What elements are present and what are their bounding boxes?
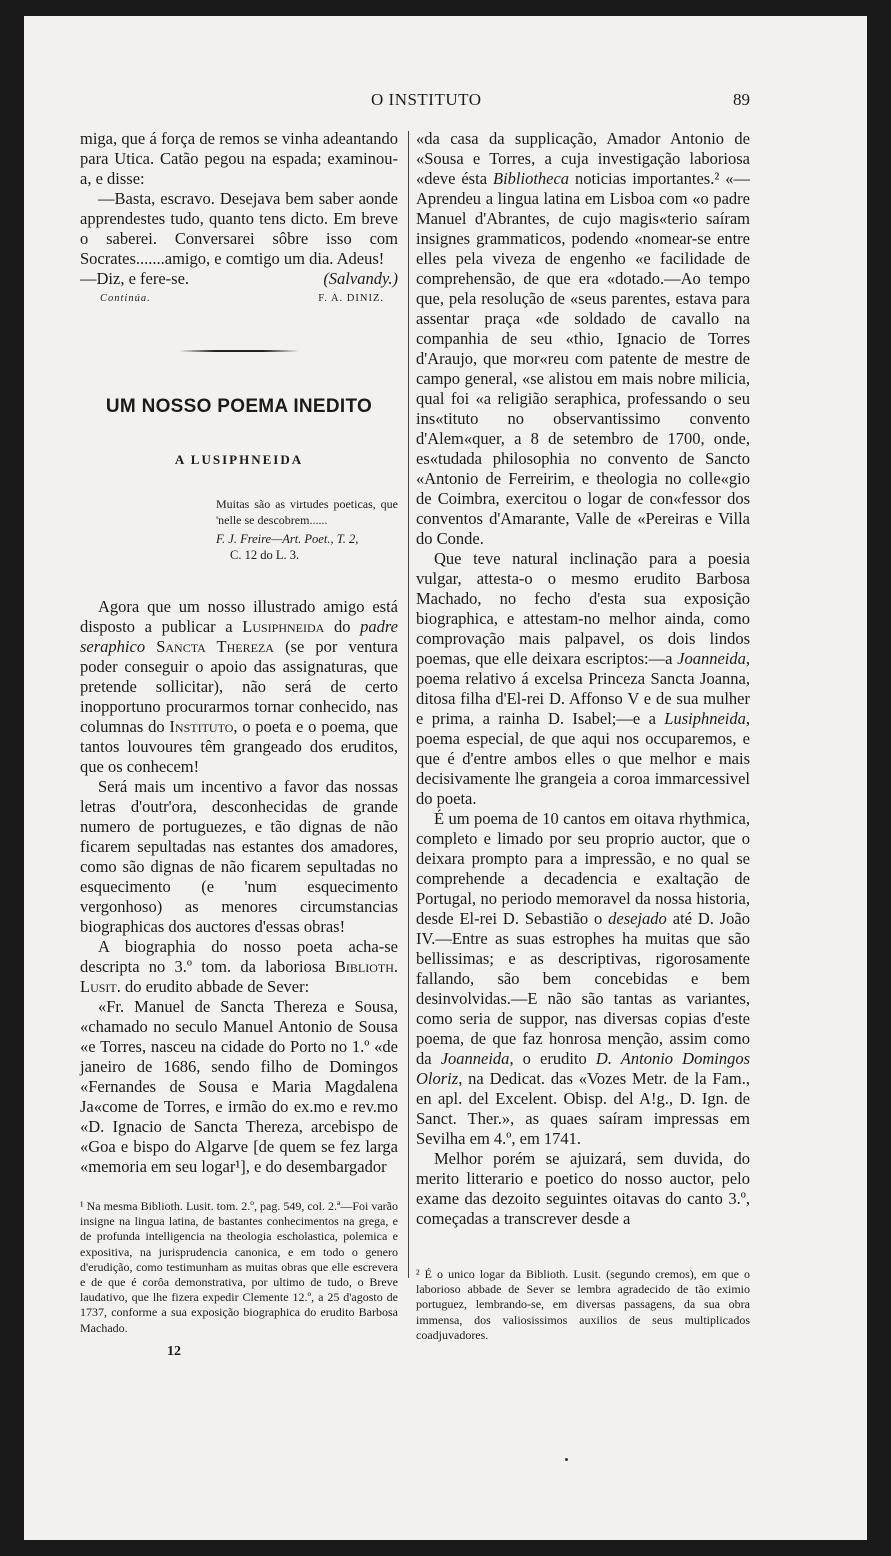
article-subheading: A LUSIPHNEIDA — [174, 452, 304, 467]
text-run-italic: desejado — [608, 909, 667, 928]
text-run-italic: Bibliotheca — [492, 169, 570, 188]
text-run-smallcaps: Lusiphneida — [242, 617, 325, 636]
epigraph-source-2: C. 12 do L. 3. — [230, 548, 300, 562]
article-continuation: miga, que á força de remos se vinha adeantando para Utica. Catão pegou na espada; examinou-a, e disse: — [80, 129, 398, 188]
text-run — [145, 637, 156, 656]
page-number: 89 — [733, 90, 750, 109]
text-run: noticias importantes.² «—Aprendeu a lingua latina em Lisboa com «o padre Manuel d'Abrantes, de cujo magis«terio saíram insignes grammaticos, podendo «nomear-se entre elles pela viveza de engenho «e facilidade de comprehensão, de que era «dotado.—Ao tempo que, pela resolução de «seus parentes, estava para assentar praça «de soldado de cavallo na companhia de seu «thio, Ignacio de Torres d'Araujo, que mor«reu com patente de mestre de campo general, «se alistou em mais nobre milicia, qual foi «a religião seraphica, professando o seu ins«tituto no observantissimo convento d'Alem«quer, a 8 de setembro de 1700, onde, es«tudada philosophia no convento de Sancto «Antonio de Ferreirim, e theologia no colle«gio de Coimbra, exercitou o logar de con«fessor dos conventos d'Amarante, Valle de «Pereiras e Villa do Conde. — [416, 169, 750, 548]
text-run: (se por ventura poder conseguir o apoio das assignaturas, que pretende sollicitar), não será de certo inopportuno procurarmos tornar conhecido, nas columnas do — [80, 637, 398, 736]
article-heading: UM NOSSO POEMA INEDITO — [105, 396, 373, 417]
ornamental-rule — [179, 350, 299, 352]
text-run-italic: Lusiphneida — [664, 709, 746, 728]
text-run-smallcaps: Biblioth. Lusit. — [80, 957, 398, 996]
text-run-smallcaps: Sancta Thereza — [156, 637, 274, 656]
sheet-signature-mark: 12 — [167, 1343, 181, 1359]
continua-label: Continúa. — [100, 293, 151, 304]
biography-quote-continued — [416, 129, 750, 549]
text-run: Que teve natural inclinação para a poesia vulgar, attesta-o o mesmo erudito Barbosa Machado, no fecho d'esta sua exposição biographica, e attestam-no melhor ainda, como comprovação mais palpavel, os dois lindos poemas, que elle deixara escriptos:—a — [416, 549, 750, 668]
text-run: , o poeta e o poema, que tantos louvoures têm grangeado dos eruditos, que os conhecem! — [80, 717, 398, 776]
text-run: , o erudito — [509, 1049, 596, 1068]
text-run-italic: Joanneida — [677, 649, 746, 668]
text-run: do erudito abbade de Sever: — [120, 977, 310, 996]
text-run: , poema relativo á excelsa Princeza Sancta Joanna, ditosa filha d'El-rei D. Affonso V e de sua mulher e prima, a rainha D. Isabel;—e a — [416, 649, 750, 728]
paragraph-4 — [416, 549, 750, 809]
text-run-italic: Joanneida — [440, 1049, 510, 1068]
author-signature: F. A. DINIZ. — [318, 293, 384, 304]
journal-title: O INSTITUTO — [371, 90, 482, 109]
column-divider — [408, 131, 409, 1278]
paragraph-1 — [80, 597, 398, 777]
paragraph-3 — [80, 937, 398, 997]
text-run: do — [324, 617, 361, 636]
running-header — [24, 90, 867, 114]
text-run: A biographia do nosso poeta acha-se descripta no 3.º tom. da laboriosa — [80, 937, 398, 976]
print-speck — [565, 1458, 568, 1461]
text-run: , poema especial, de que aqui nos occuparemos, e que é d'entre ambos elles o que melhor e mais decisivamente lhe grangeia a coroa immarcessivel do poeta. — [416, 709, 750, 808]
paragraph-5 — [416, 809, 750, 1149]
left-column — [80, 129, 398, 1360]
paragraph-6: Melhor porém se ajuizará, sem duvida, do merito litterario e poetico do nosso auctor, pelo exame das dezoito seguintes oitavas do canto 3.º, começadas a transcrever desde a — [416, 1149, 750, 1228]
text-run: Agora que um nosso illustrado amigo está disposto a publicar a — [80, 597, 398, 636]
footnote-1: ¹ Na mesma Biblioth. Lusit. tom. 2.º, pag. 549, col. 2.ª—Foi varão insigne na lingua latina, de bastantes conhecimentos na grega, e de profunda intelligencia na theologia escholastica, polemica e expositiva, na jurisprudencia canonica, e em todo o genero d'erudição, como testimunham as muitas obras que elle escrevera e de que é corôa demonstrativa, por ultimo de tudo, o Breve laudativo, que lhe fizera expedir Clemente 12.º, a 25 d'agosto de 1737, conforme a sua exposição biographica do erudito Barbosa Machado. — [80, 1199, 398, 1335]
closing-line — [80, 269, 398, 289]
closing-text: —Diz, e fere-se. — [80, 269, 190, 288]
journal-page — [24, 16, 867, 1540]
signature-line — [80, 293, 398, 304]
text-run: até D. João IV.—Entre as suas estrophes ha muitas que são bellissimas; e as descriptivas, rigorosamente fallando, são bem concebidas e bem desinvolvidas.—E não são tantas as variantes, como seria de suppor, nas diversas copias d'este poema, de que faz honrosa menção, assim como da — [416, 909, 750, 1068]
paragraph-2: Será mais um incentivo a favor das nossas letras d'outr'ora, desconhecidas de grande numero de portuguezes, e tão dignas de não ficarem sepultadas nas estantes dos amadores, como são dignas de não ficarem sepultadas no esquecimento (e 'num esquecimento vergonhoso) as menores circumstancias biographicas dos auctores d'essas obras! — [80, 777, 398, 936]
epigraph — [216, 496, 398, 563]
text-run-smallcaps: Instituto — [169, 717, 234, 736]
attribution: (Salvandy.) — [323, 269, 398, 288]
text-run: «da casa da supplicação, Amador Antonio de «Sousa e Torres, a cuja investigação laboriosa «deve ésta — [416, 129, 750, 188]
text-run: , na Dedicat. das «Vozes Metr. de la Fam., en apl. del Excelent. Obisp. del A!g., D. Ign. de Sanct. Ther.», as quaes saíram impressas em Sevilha em 4.º, em 1741. — [416, 1069, 750, 1148]
footnote-2: ² É o unico logar da Biblioth. Lusit. (segundo cremos), em que o laborioso abbade de Sever se lembra agradecido de tão eximio portuguez, lembrando-se, em diversas passagens, da sua obra immensa, dos valiosissimos auxilios de seus multiplicados coadjuvadores. — [416, 1267, 750, 1342]
text-run-italic: D. Antonio Domingos Oloriz — [416, 1049, 750, 1088]
text-run: É um poema de 10 cantos em oitava rhythmica, completo e limado por seu proprio auctor, que o deixara prompto para a impressão, e no qual se comprehende a decadencia e exaltação de Portugal, no periodo memoravel da nossa historia, desde El-rei D. Sebastião o — [416, 809, 750, 928]
dialogue-paragraph: —Basta, escravo. Desejava bem saber aonde apprendestes tudo, quanto tens dicto. Em breve o saberei. Conversarei sôbre isso com Socrates.......amigo, e comtigo um dia. Adeus! — [80, 189, 398, 268]
epigraph-source: F. J. Freire—Art. Poet., T. 2, — [216, 532, 359, 546]
right-column — [416, 129, 750, 1343]
text-run-italic: padre seraphico — [80, 617, 398, 656]
epigraph-text: Muitas são as virtudes poeticas, que 'nelle se descobrem...... — [216, 497, 398, 527]
biography-quote: «Fr. Manuel de Sancta Thereza e Sousa, «chamado no seculo Manuel Antonio de Sousa «e Torres, nasceu na cidade do Porto no 1.º «de janeiro de 1686, sendo filho de Domingos «Fernandes de Sousa e Maria Magdalena Ja«come de Torres, e irmão do ex.mo e rev.mo «D. Ignacio de Sancta Thereza, arcebispo de «Goa e bispo do Algarve [de quem se fez larga «memoria em seu logar¹], e do desembargador — [80, 997, 398, 1176]
